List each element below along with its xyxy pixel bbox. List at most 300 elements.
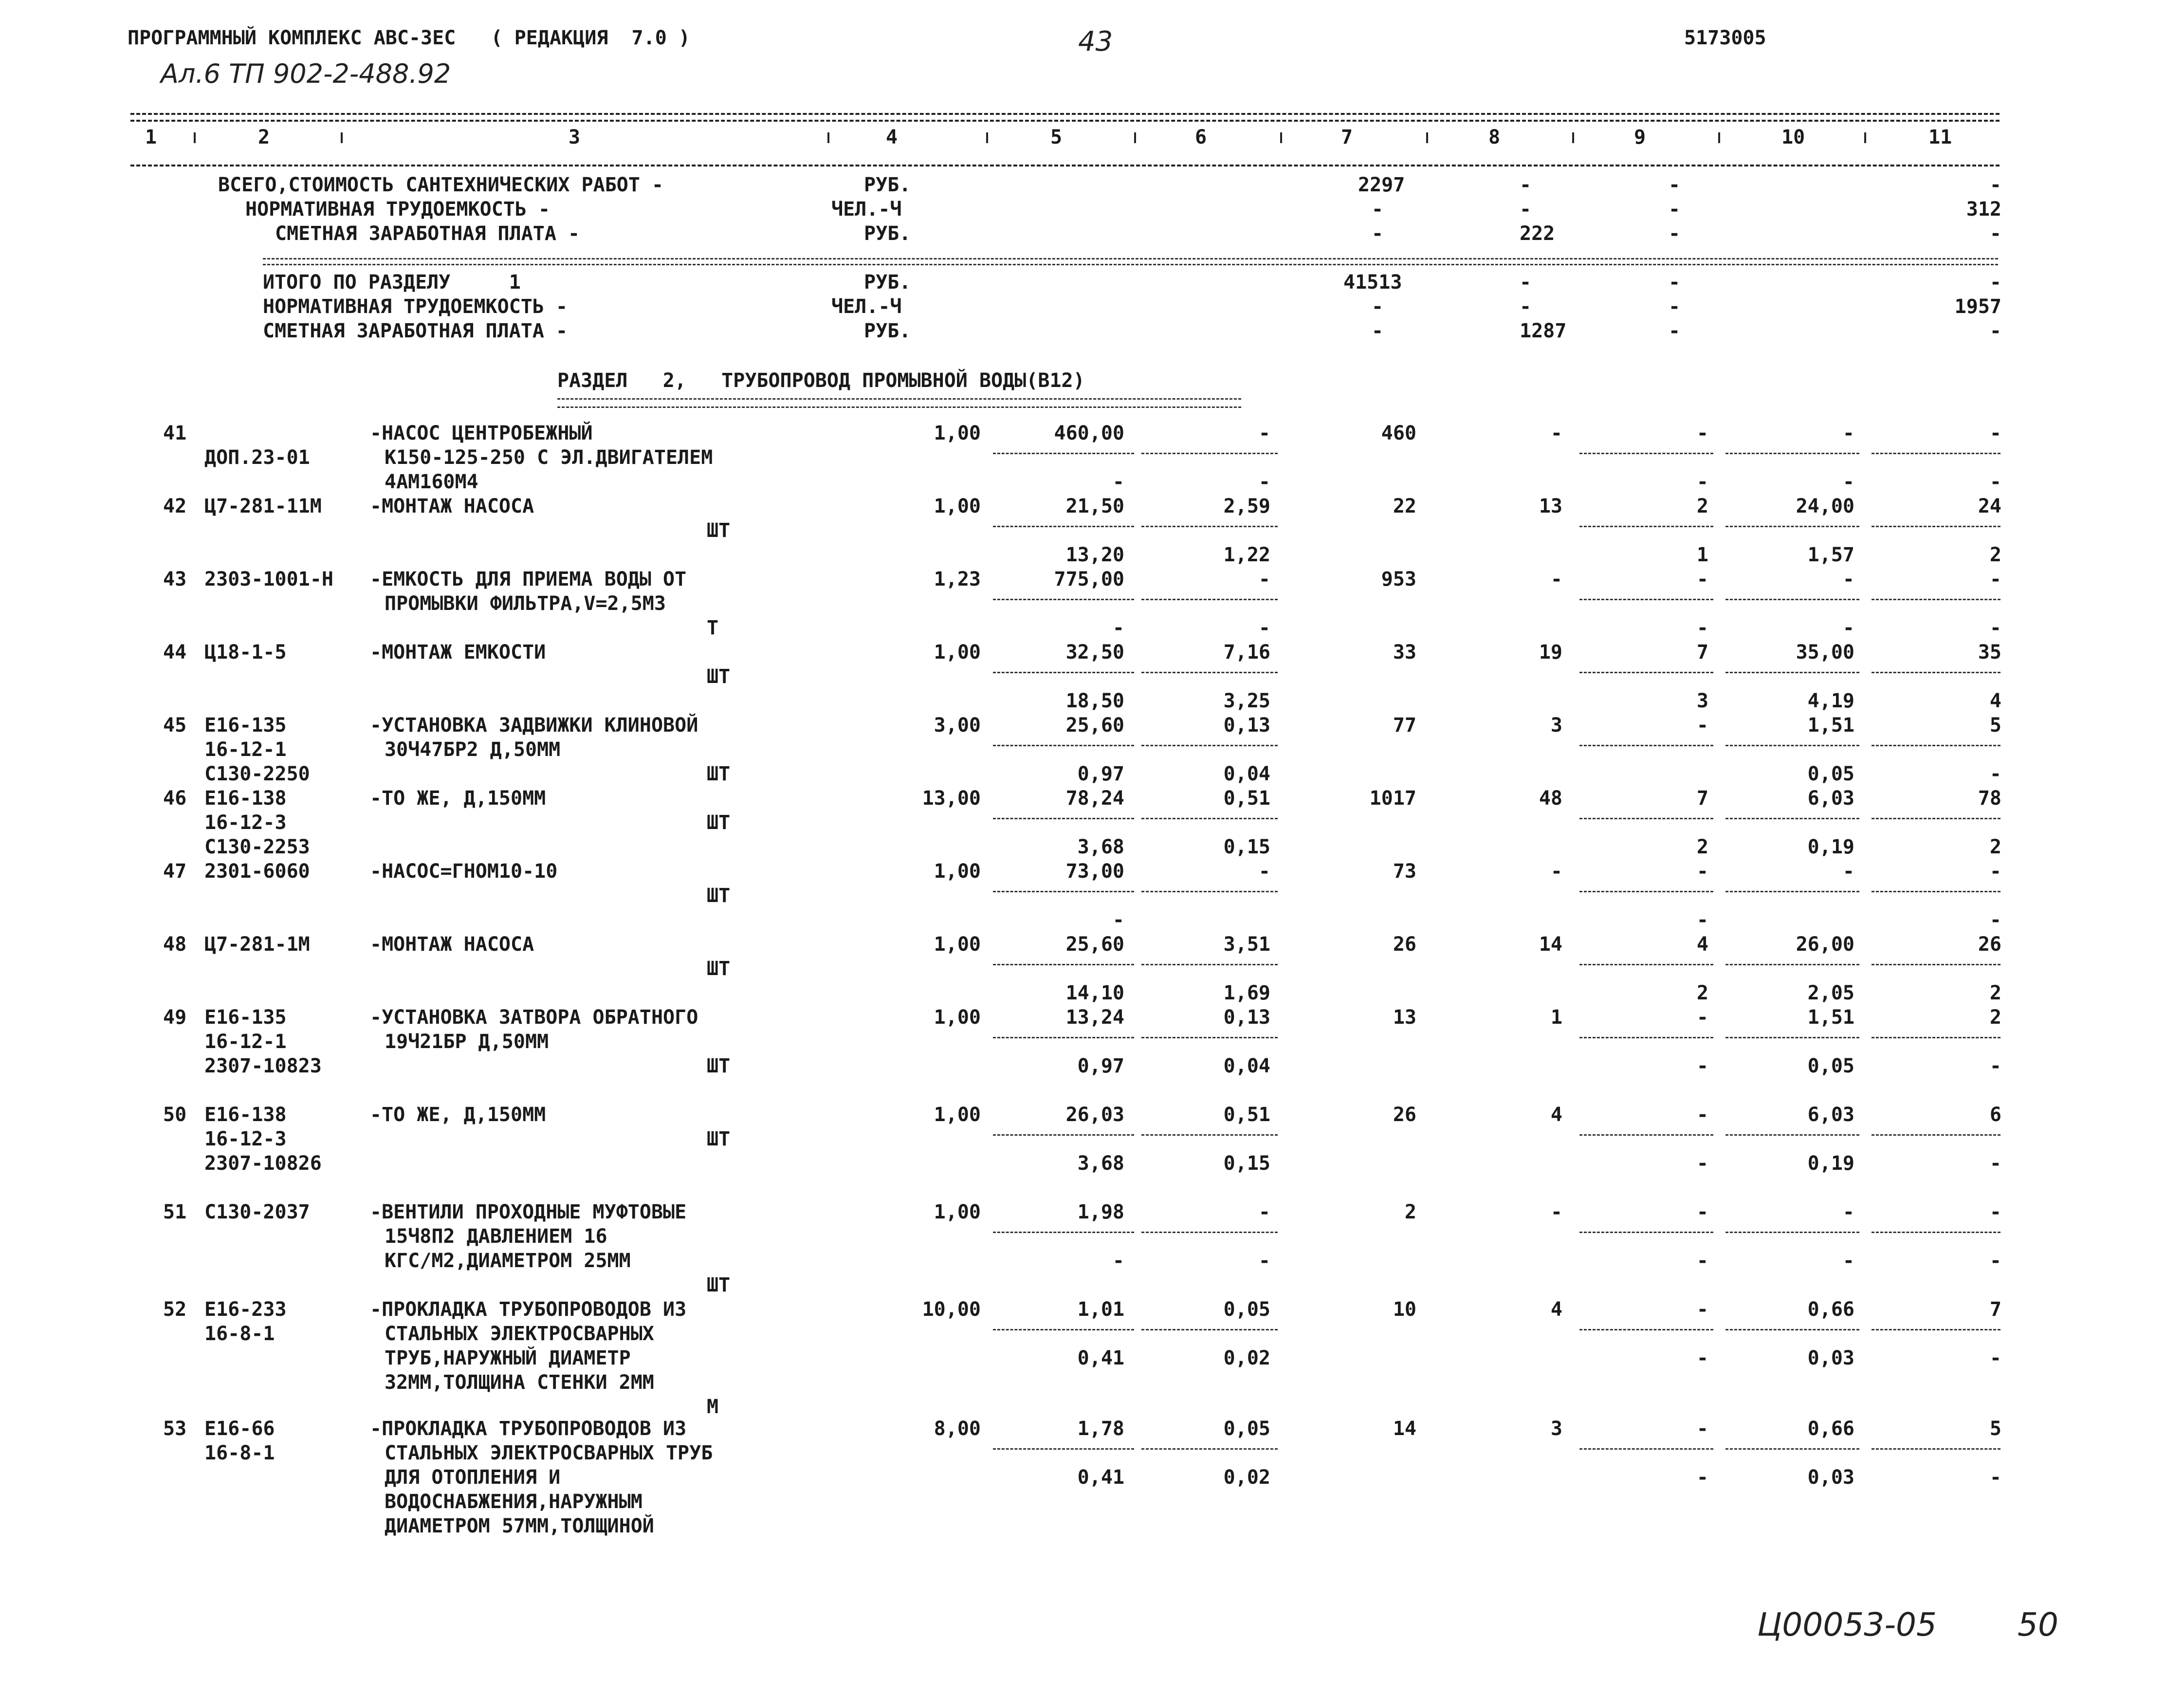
item-value-c7: 460 — [1381, 422, 1416, 444]
item-unit: ШТ — [707, 811, 731, 834]
item-value-qty: 1,00 — [934, 933, 981, 956]
item-value-c10: 0,66 — [1807, 1418, 1854, 1440]
item-labor-c10: 4,19 — [1807, 690, 1854, 712]
album-reference: Ал.6 ТП 902-2-488.92 — [161, 58, 451, 89]
item-value-c9: - — [1696, 422, 1708, 444]
item-description: 4АМ160М4 — [385, 471, 478, 493]
item-divider — [1872, 1448, 2000, 1450]
totals-unit: РУБ. — [864, 174, 911, 196]
item-divider — [1725, 745, 1859, 746]
item-description: ПРОМЫВКИ ФИЛЬТРА,V=2,5М3 — [385, 592, 666, 615]
item-divider — [993, 599, 1134, 600]
item-divider — [1579, 818, 1713, 819]
col-header: 5 — [1050, 126, 1063, 148]
col-header: 1 — [145, 126, 157, 148]
item-divider — [1872, 672, 2000, 673]
totals-label: СМЕТНАЯ ЗАРАБОТНАЯ ПЛАТА - — [263, 320, 568, 342]
item-code: Ц18-1-5 — [204, 641, 287, 664]
item-labor-c5: 3,68 — [1077, 1152, 1124, 1175]
item-unit: Т — [707, 617, 719, 639]
item-value-c10: 0,66 — [1807, 1298, 1854, 1321]
item-value-qty: 1,23 — [934, 568, 981, 590]
item-value-qty: 3,00 — [934, 714, 981, 737]
item-labor-c11: 2 — [1989, 982, 2001, 1004]
item-divider — [993, 1134, 1134, 1136]
item-divider — [1579, 1329, 1713, 1330]
item-value-c8: 19 — [1539, 641, 1562, 664]
item-value-c5: 460,00 — [1054, 422, 1124, 444]
item-description: -НАСОС ЦЕНТРОБЕЖНЫЙ — [370, 422, 593, 444]
column-separator — [1280, 132, 1282, 143]
item-number: 48 — [163, 933, 187, 956]
totals-value: - — [1989, 271, 2001, 294]
item-value-c9: - — [1696, 1418, 1708, 1440]
item-labor-c10: - — [1842, 617, 1854, 639]
item-value-c7: 13 — [1393, 1006, 1416, 1029]
item-description: -ПРОКЛАДКА ТРУБОПРОВОДОВ ИЗ — [370, 1418, 687, 1440]
item-value-c8: 1 — [1550, 1006, 1562, 1029]
item-number: 46 — [163, 787, 187, 810]
item-code: 16-12-3 — [204, 811, 287, 834]
item-labor-c9: - — [1696, 471, 1708, 493]
totals-value: 222 — [1520, 222, 1555, 245]
item-divider — [1579, 599, 1713, 600]
item-value-c10: 1,51 — [1807, 1006, 1854, 1029]
item-divider — [993, 818, 1134, 819]
item-value-c10: 6,03 — [1807, 787, 1854, 810]
item-divider — [1141, 964, 1278, 965]
item-code: 16-12-1 — [204, 738, 287, 761]
item-value-c7: 26 — [1393, 1104, 1416, 1126]
item-description: ТРУБ,НАРУЖНЫЙ ДИАМЕТР — [385, 1347, 631, 1369]
item-divider — [1872, 1037, 2000, 1038]
item-labor-c5: - — [1112, 471, 1124, 493]
item-number: 42 — [163, 495, 187, 517]
totals-value: - — [1372, 198, 1384, 221]
totals-label: СМЕТНАЯ ЗАРАБОТНАЯ ПЛАТА - — [275, 222, 580, 245]
item-divider — [1725, 1448, 1859, 1450]
item-labor-c9: - — [1696, 617, 1708, 639]
item-value-c9: - — [1696, 1006, 1708, 1029]
item-divider — [993, 672, 1134, 673]
item-description: СТАЛЬНЫХ ЭЛЕКТРОСВАРНЫХ — [385, 1323, 654, 1345]
item-labor-c6: 0,15 — [1223, 1152, 1270, 1175]
item-value-c7: 77 — [1393, 714, 1416, 737]
item-value-c11: 24 — [1978, 495, 2001, 517]
item-value-c7: 14 — [1393, 1418, 1416, 1440]
item-labor-c9: 1 — [1696, 544, 1708, 566]
item-labor-c11: - — [1989, 1152, 2001, 1175]
totals-label: НОРМАТИВНАЯ ТРУДОЕМКОСТЬ - — [263, 295, 568, 318]
item-labor-c6: 0,04 — [1223, 1055, 1270, 1077]
item-value-c10: 1,51 — [1807, 714, 1854, 737]
item-code: Ц7-281-1М — [204, 933, 310, 956]
column-separator — [1134, 132, 1136, 143]
item-description: -ТО ЖЕ, Д,150ММ — [370, 1104, 546, 1126]
item-code: 2303-1001-Н — [204, 568, 333, 590]
item-value-c11: 78 — [1978, 787, 2001, 810]
item-number: 52 — [163, 1298, 187, 1321]
totals-label: ВСЕГО,СТОИМОСТЬ САНТЕХНИЧЕСКИХ РАБОТ - — [218, 174, 664, 196]
item-value-c10: 26,00 — [1796, 933, 1854, 956]
item-value-c8: 4 — [1550, 1104, 1562, 1126]
totals-value: - — [1520, 295, 1532, 318]
item-divider — [1579, 453, 1713, 454]
item-labor-c10: - — [1842, 471, 1854, 493]
column-separator — [194, 132, 196, 143]
item-labor-c9: 2 — [1696, 982, 1708, 1004]
column-separator — [827, 132, 829, 143]
item-code: С130-2253 — [204, 836, 310, 858]
item-divider — [993, 453, 1134, 454]
item-value-c7: 73 — [1393, 860, 1416, 883]
item-value-c8: 48 — [1539, 787, 1562, 810]
item-divider — [1725, 1037, 1859, 1038]
item-value-c11: - — [1989, 422, 2001, 444]
item-labor-c5: - — [1112, 1250, 1124, 1272]
item-description: -ЕМКОСТЬ ДЛЯ ПРИЕМА ВОДЫ ОТ — [370, 568, 687, 590]
item-value-c7: 26 — [1393, 933, 1416, 956]
item-value-qty: 1,00 — [934, 1201, 981, 1223]
item-code: Е16-135 — [204, 1006, 287, 1029]
col-header: 3 — [569, 126, 581, 148]
item-value-c11: 7 — [1989, 1298, 2001, 1321]
item-description: КГС/М2,ДИАМЕТРОМ 25ММ — [385, 1250, 631, 1272]
item-description: СТАЛЬНЫХ ЭЛЕКТРОСВАРНЫХ ТРУБ — [385, 1442, 713, 1464]
col-header: 10 — [1781, 126, 1805, 148]
item-unit: М — [707, 1396, 719, 1418]
item-description: 30Ч47БР2 Д,50ММ — [385, 738, 561, 761]
item-value-qty: 1,00 — [934, 1006, 981, 1029]
column-separator — [341, 132, 343, 143]
item-divider — [1725, 1232, 1859, 1233]
col-header: 7 — [1341, 126, 1353, 148]
item-value-c8: - — [1550, 422, 1562, 444]
item-labor-c10: 0,05 — [1807, 1055, 1854, 1077]
item-value-c5: 13,24 — [1065, 1006, 1124, 1029]
item-labor-c5: 0,97 — [1077, 1055, 1124, 1077]
item-code: Е16-135 — [204, 714, 287, 737]
item-divider — [993, 745, 1134, 746]
item-labor-c11: - — [1989, 1055, 2001, 1077]
item-divider — [1725, 1134, 1859, 1136]
item-value-c10: 24,00 — [1796, 495, 1854, 517]
item-divider — [993, 964, 1134, 965]
item-labor-c6: 1,22 — [1223, 544, 1270, 566]
item-value-c9: 7 — [1696, 787, 1708, 810]
section-heading-underline — [557, 398, 1241, 408]
item-divider — [1579, 964, 1713, 965]
item-number: 45 — [163, 714, 187, 737]
item-code: 16-12-1 — [204, 1031, 287, 1053]
item-number: 50 — [163, 1104, 187, 1126]
totals-value: - — [1520, 174, 1532, 196]
item-value-c9: 2 — [1696, 495, 1708, 517]
item-divider — [1872, 526, 2000, 527]
item-divider — [1141, 1232, 1278, 1233]
document-code: 5173005 — [1684, 27, 1766, 49]
totals-value: - — [1372, 320, 1384, 342]
totals-value: - — [1669, 174, 1681, 196]
item-value-c7: 22 — [1393, 495, 1416, 517]
item-labor-c6: 0,04 — [1223, 763, 1270, 785]
item-divider — [1872, 964, 2000, 965]
item-divider — [1141, 453, 1278, 454]
item-divider — [1579, 891, 1713, 892]
item-value-c7: 953 — [1381, 568, 1416, 590]
totals-unit: ЧЕЛ.-Ч — [831, 295, 902, 318]
item-code: Ц7-281-11М — [204, 495, 322, 517]
item-description: -УСТАНОВКА ЗАДВИЖКИ КЛИНОВОЙ — [370, 714, 698, 737]
item-value-c6: 0,51 — [1223, 787, 1270, 810]
totals-unit: РУБ. — [864, 222, 911, 245]
item-description: -УСТАНОВКА ЗАТВОРА ОБРАТНОГО — [370, 1006, 698, 1029]
totals-value: - — [1669, 198, 1681, 221]
item-value-c8: 4 — [1550, 1298, 1562, 1321]
item-code: Е16-233 — [204, 1298, 287, 1321]
item-number: 51 — [163, 1201, 187, 1223]
item-divider — [1141, 1448, 1278, 1450]
item-labor-c6: 3,25 — [1223, 690, 1270, 712]
header-rule-bottom — [130, 165, 2000, 166]
item-value-c9: - — [1696, 1298, 1708, 1321]
item-labor-c5: 14,10 — [1065, 982, 1124, 1004]
item-labor-c9: - — [1696, 1250, 1708, 1272]
item-divider — [993, 526, 1134, 527]
totals-value: 1287 — [1520, 320, 1567, 342]
totals-value: - — [1520, 198, 1532, 221]
item-description: -ВЕНТИЛИ ПРОХОДНЫЕ МУФТОВЫЕ — [370, 1201, 687, 1223]
item-value-qty: 8,00 — [934, 1418, 981, 1440]
item-divider — [993, 1448, 1134, 1450]
item-divider — [1579, 745, 1713, 746]
item-divider — [993, 1232, 1134, 1233]
item-code: 16-12-3 — [204, 1128, 287, 1150]
item-number: 44 — [163, 641, 187, 664]
footer-code-handwritten: Ц00053-05 — [1757, 1606, 1937, 1643]
item-number: 47 — [163, 860, 187, 883]
item-divider — [993, 1037, 1134, 1038]
item-value-c5: 21,50 — [1065, 495, 1124, 517]
item-value-c5: 1,01 — [1077, 1298, 1124, 1321]
item-labor-c11: - — [1989, 1347, 2001, 1369]
item-code: С130-2037 — [204, 1201, 310, 1223]
item-value-c6: 3,51 — [1223, 933, 1270, 956]
item-value-c7: 33 — [1393, 641, 1416, 664]
item-value-c9: 7 — [1696, 641, 1708, 664]
item-divider — [1141, 891, 1278, 892]
item-value-c9: - — [1696, 1104, 1708, 1126]
item-divider — [1872, 818, 2000, 819]
item-labor-c10: 0,19 — [1807, 1152, 1854, 1175]
item-unit: ШТ — [707, 885, 731, 907]
item-value-c5: 1,98 — [1077, 1201, 1124, 1223]
item-value-c6: - — [1258, 422, 1270, 444]
item-divider — [1872, 1329, 2000, 1330]
item-code: С130-2250 — [204, 763, 310, 785]
item-value-c11: 5 — [1989, 1418, 2001, 1440]
item-labor-c5: - — [1112, 909, 1124, 931]
item-divider — [1725, 526, 1859, 527]
item-labor-c11: 2 — [1989, 544, 2001, 566]
item-labor-c9: 3 — [1696, 690, 1708, 712]
item-description: -ПРОКЛАДКА ТРУБОПРОВОДОВ ИЗ — [370, 1298, 687, 1321]
item-value-c9: - — [1696, 1201, 1708, 1223]
item-description: ДЛЯ ОТОПЛЕНИЯ И — [385, 1466, 561, 1489]
item-divider — [993, 891, 1134, 892]
item-unit: ШТ — [707, 1274, 731, 1296]
item-divider — [1725, 599, 1859, 600]
col-header: 11 — [1928, 126, 1952, 148]
item-labor-c9: 2 — [1696, 836, 1708, 858]
item-labor-c11: 2 — [1989, 836, 2001, 858]
totals-unit: РУБ. — [864, 320, 911, 342]
item-divider — [1725, 672, 1859, 673]
item-code: Е16-66 — [204, 1418, 275, 1440]
item-code: 16-8-1 — [204, 1323, 275, 1345]
item-value-qty: 10,00 — [922, 1298, 981, 1321]
item-labor-c9: - — [1696, 1466, 1708, 1489]
item-value-c10: - — [1842, 1201, 1854, 1223]
item-unit: ШТ — [707, 763, 731, 785]
item-value-c6: - — [1258, 860, 1270, 883]
item-value-c7: 2 — [1404, 1201, 1416, 1223]
item-labor-c5: 18,50 — [1065, 690, 1124, 712]
item-labor-c10: 0,03 — [1807, 1347, 1854, 1369]
item-value-c10: 6,03 — [1807, 1104, 1854, 1126]
item-value-c6: 0,13 — [1223, 1006, 1270, 1029]
col-header: 2 — [258, 126, 270, 148]
item-value-c10: - — [1842, 422, 1854, 444]
totals-value: - — [1372, 222, 1384, 245]
item-labor-c11: - — [1989, 1466, 2001, 1489]
item-code: 2307-10826 — [204, 1152, 322, 1175]
item-value-c11: 35 — [1978, 641, 2001, 664]
totals-value: - — [1520, 271, 1532, 294]
section-heading: РАЗДЕЛ 2, ТРУБОПРОВОД ПРОМЫВНОЙ ВОДЫ(В12) — [557, 369, 1085, 392]
item-value-qty: 1,00 — [934, 860, 981, 883]
column-separator — [1572, 132, 1574, 143]
item-divider — [1141, 1329, 1278, 1330]
totals-value: - — [1989, 320, 2001, 342]
item-divider — [1579, 1037, 1713, 1038]
item-value-c8: - — [1550, 568, 1562, 590]
item-value-c11: - — [1989, 1201, 2001, 1223]
item-labor-c6: - — [1258, 471, 1270, 493]
item-value-c8: 3 — [1550, 714, 1562, 737]
item-divider — [1141, 818, 1278, 819]
item-labor-c6: 0,02 — [1223, 1347, 1270, 1369]
header-rule-top — [130, 113, 2000, 115]
item-value-c6: - — [1258, 568, 1270, 590]
item-labor-c11: - — [1989, 617, 2001, 639]
totals-label: ИТОГО ПО РАЗДЕЛУ 1 — [263, 271, 521, 294]
item-description: -МОНТАЖ НАСОСА — [370, 495, 534, 517]
totals-value: 2297 — [1358, 174, 1405, 196]
item-labor-c6: 1,69 — [1223, 982, 1270, 1004]
totals-value: - — [1669, 320, 1681, 342]
item-labor-c5: 0,97 — [1077, 763, 1124, 785]
item-description: К150-125-250 С ЭЛ.ДВИГАТЕЛЕМ — [385, 446, 713, 469]
item-value-c7: 10 — [1393, 1298, 1416, 1321]
item-labor-c10: - — [1842, 1250, 1854, 1272]
item-labor-c5: 13,20 — [1065, 544, 1124, 566]
item-divider — [1725, 964, 1859, 965]
col-header: 6 — [1195, 126, 1207, 148]
item-value-c8: - — [1550, 860, 1562, 883]
item-divider — [1579, 672, 1713, 673]
totals-value: - — [1989, 222, 2001, 245]
column-separator — [1426, 132, 1428, 143]
item-value-c7: 1017 — [1369, 787, 1416, 810]
item-divider — [1141, 672, 1278, 673]
item-value-qty: 1,00 — [934, 422, 981, 444]
page-number-handwritten: 43 — [1078, 26, 1113, 57]
item-labor-c9: - — [1696, 909, 1708, 931]
totals-value: - — [1669, 271, 1681, 294]
item-labor-c10: 0,03 — [1807, 1466, 1854, 1489]
item-value-c6: 7,16 — [1223, 641, 1270, 664]
item-labor-c11: 4 — [1989, 690, 2001, 712]
item-divider — [1872, 891, 2000, 892]
item-value-c6: 0,51 — [1223, 1104, 1270, 1126]
item-code: ДОП.23-01 — [204, 446, 310, 469]
item-value-c6: - — [1258, 1201, 1270, 1223]
col-header: 4 — [886, 126, 898, 148]
footer-sheet-number-handwritten: 50 — [2018, 1606, 2058, 1643]
item-value-c10: - — [1842, 860, 1854, 883]
item-divider — [1579, 526, 1713, 527]
totals-value: 312 — [1966, 198, 2001, 221]
item-labor-c6: - — [1258, 617, 1270, 639]
col-header: 8 — [1488, 126, 1501, 148]
item-value-c11: 26 — [1978, 933, 2001, 956]
item-value-c11: - — [1989, 568, 2001, 590]
item-labor-c10: 2,05 — [1807, 982, 1854, 1004]
item-labor-c6: 0,02 — [1223, 1466, 1270, 1489]
item-labor-c11: - — [1989, 909, 2001, 931]
item-value-c6: 0,05 — [1223, 1298, 1270, 1321]
item-divider — [1141, 1037, 1278, 1038]
item-value-c5: 25,60 — [1065, 714, 1124, 737]
item-value-c9: 4 — [1696, 933, 1708, 956]
item-labor-c6: 0,15 — [1223, 836, 1270, 858]
item-description: -НАСОС=ГНОМ10-10 — [370, 860, 558, 883]
item-number: 43 — [163, 568, 187, 590]
item-description: -ТО ЖЕ, Д,150ММ — [370, 787, 546, 810]
item-divider — [1872, 745, 2000, 746]
item-divider — [1141, 599, 1278, 600]
totals-value: - — [1989, 174, 2001, 196]
item-number: 41 — [163, 422, 187, 444]
item-value-c6: 2,59 — [1223, 495, 1270, 517]
item-value-qty: 13,00 — [922, 787, 981, 810]
totals-unit: РУБ. — [864, 271, 911, 294]
item-labor-c5: - — [1112, 617, 1124, 639]
item-description: 19Ч21БР Д,50ММ — [385, 1031, 549, 1053]
item-labor-c9: - — [1696, 1055, 1708, 1077]
totals-value: - — [1669, 222, 1681, 245]
item-number: 49 — [163, 1006, 187, 1029]
totals-value: - — [1372, 295, 1384, 318]
item-value-c9: - — [1696, 860, 1708, 883]
column-separator — [1864, 132, 1866, 143]
item-value-c5: 1,78 — [1077, 1418, 1124, 1440]
item-labor-c6: - — [1258, 1250, 1270, 1272]
item-description: 32ММ,ТОЛЩИНА СТЕНКИ 2ММ — [385, 1371, 654, 1394]
item-value-c5: 25,60 — [1065, 933, 1124, 956]
item-divider — [1872, 1134, 2000, 1136]
